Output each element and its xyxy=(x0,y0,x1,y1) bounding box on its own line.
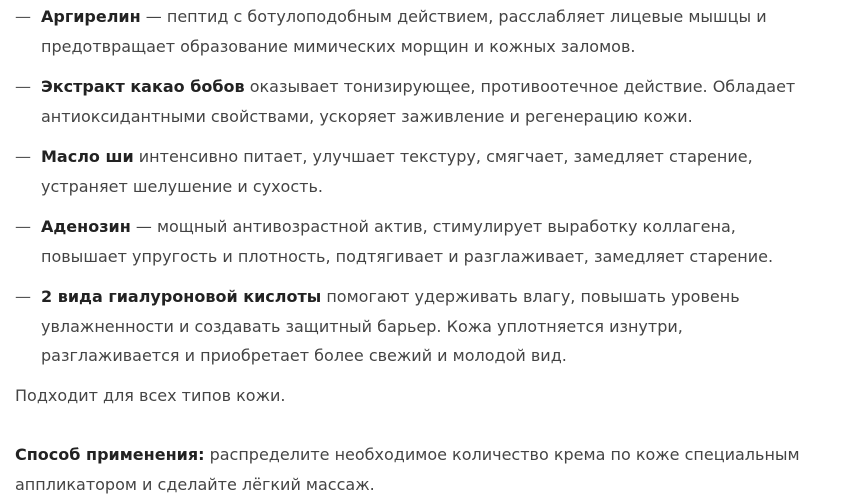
ingredient-name: Аденозин xyxy=(41,217,131,236)
ingredient-description: помогают удерживать влагу, повышать уровень увлажненности и создавать защитный барьер. Кожа уплотняется изнутри, разглаживается и приобретает более свежий и молодой вид. xyxy=(41,287,740,365)
ingredient-item xyxy=(15,142,815,201)
usage-label: Способ применения: xyxy=(15,445,205,464)
list-dash: — xyxy=(15,7,31,26)
usage-text: распределите необходимое количество крема по коже специальным аппликатором и сделайте лёгкий массаж. xyxy=(15,445,800,494)
ingredient-item xyxy=(15,212,815,271)
list-dash: — xyxy=(15,287,31,306)
skin-type-note: Подходит для всех типов кожи. xyxy=(15,386,286,405)
ingredient-name: 2 вида гиалуроновой кислоты xyxy=(41,287,322,306)
ingredient-description: — пептид с ботулоподобным действием, расслабляет лицевые мышцы и предотвращает образование мимических морщин и кожных заломов. xyxy=(41,7,767,56)
usage-instructions xyxy=(15,440,815,499)
list-dash: — xyxy=(15,77,31,96)
ingredient-description: оказывает тонизирующее, противоотечное действие. Обладает антиоксидантными свойствами, ускоряет заживление и регенерацию кожи. xyxy=(41,77,796,126)
ingredient-description: — мощный антивозрастной актив, стимулирует выработку коллагена, повышает упругость и плотность, подтягивает и разглаживает, замедляет старение. xyxy=(41,217,774,266)
ingredient-item xyxy=(15,282,815,371)
ingredient-name: Масло ши xyxy=(41,147,134,166)
ingredient-name: Экстракт какао бобов xyxy=(41,77,245,96)
list-dash: — xyxy=(15,147,31,166)
ingredient-item xyxy=(15,72,815,131)
list-dash: — xyxy=(15,217,31,236)
ingredient-description: интенсивно питает, улучшает текстуру, смягчает, замедляет старение, устраняет шелушение и сухость. xyxy=(41,147,753,196)
ingredient-name: Аргирелин xyxy=(41,7,141,26)
ingredients-list xyxy=(15,2,815,382)
ingredient-item xyxy=(15,2,815,61)
